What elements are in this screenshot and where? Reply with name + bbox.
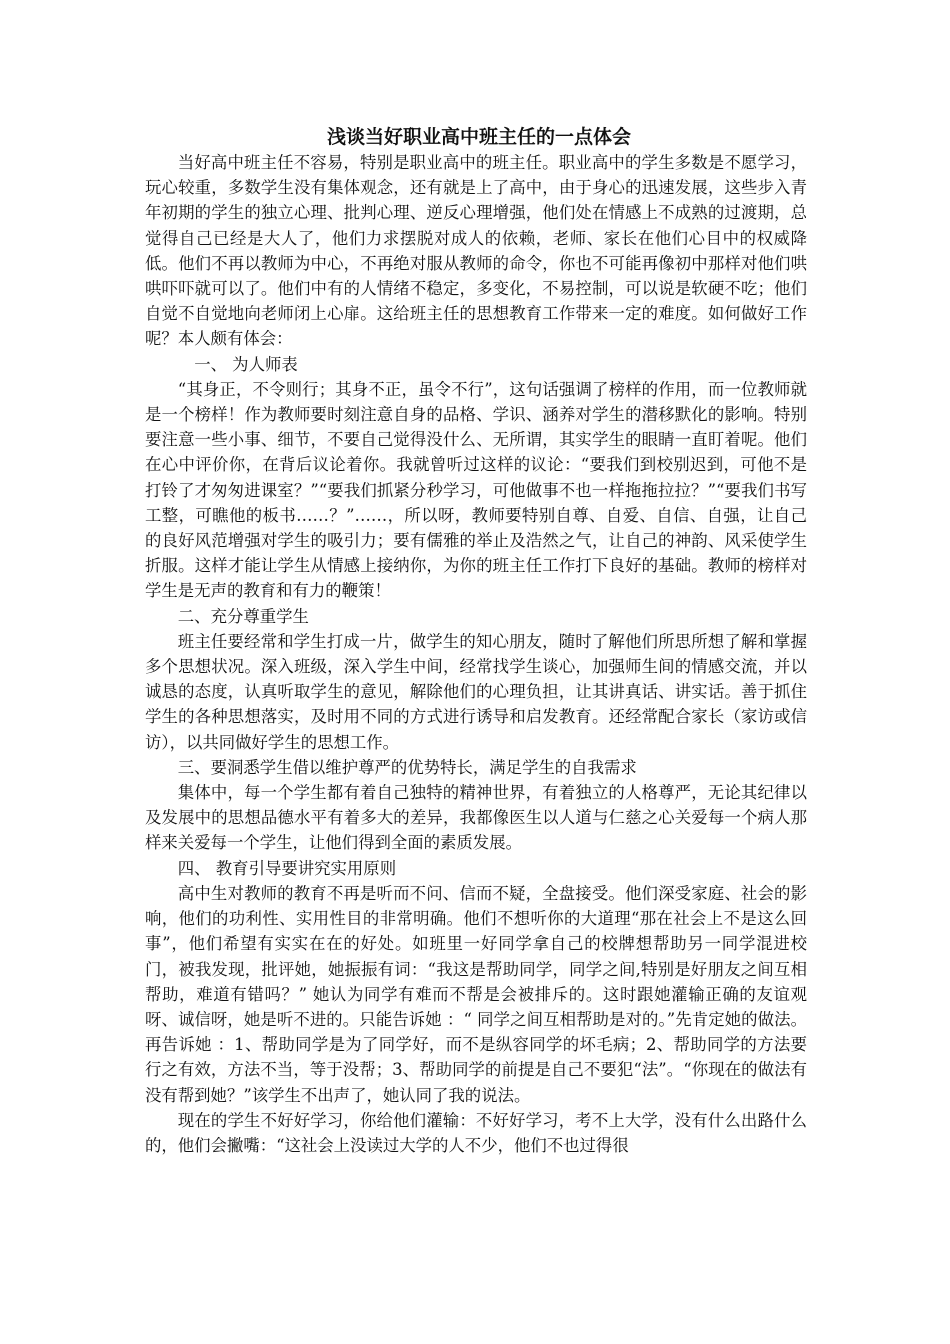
paragraph-section-4: 高中生对教师的教育不再是听而不问、信而不疑，全盘接受。他们深受家庭、社会的影响，他们的功利性、实用性目的非常明确。他们不想听你的大道理“那在社会上不是这么回事”，他们希望有实实在在的好处。如班里一好同学拿自己的校牌想帮助另一同学混进校门，被我发现，批评她，她振振有词：“我这是帮助同学，同学之间,特别是好朋友之间互相帮助，难道有错吗？” 她认为同学有难而不帮是会被排斥的。这时跟她灌输正确的友谊观呀、诚信呀，她是听不进的。只能告诉她 ：“ 同学之间互相帮助是对的。”先肯定她的做法。再告诉她 ：1、帮助同学是为了同学好，而不是纵容同学的坏毛病；2、帮助同学的方法要行之有效，方法不当，等于没帮；3、帮助同学的前提是自己不要犯“法”。“你现在的做法有没有帮到她？”该学生不出声了，她认同了我的说法。 xyxy=(145,883,807,1105)
section-heading-4: 四、 教育引导要讲究实用原则 xyxy=(177,858,397,878)
section-heading-3: 三、要洞悉学生借以维护尊严的优势特长，满足学生的自我需求 xyxy=(177,757,637,777)
paragraph-intro: 当好高中班主任不容易，特别是职业高中的班主任。职业高中的学生多数是不愿学习，玩心较重，多数学生没有集体观念，还有就是上了高中，由于身心的迅速发展，这些步入青年初期的学生的独立心理、批判心理、逆反心理增强，他们处在情感上不成熟的过渡期，总觉得自己已经是大人了，他们力求摆脱对成人的依赖，老师、家长在他们心目中的权威降低。他们不再以教师为中心，不再绝对服从教师的命令，你也不可能再像初中那样对他们哄哄吓吓就可以了。他们中有的人情绪不稳定，多变化，不易控制，可以说是软硬不吃；他们自觉不自觉地向老师闭上心扉。这给班主任的思想教育工作带来一定的难度。如何做好工作呢？本人颇有体会： xyxy=(145,153,807,349)
document-title: 浅谈当好职业高中班主任的一点体会 xyxy=(326,126,631,148)
section-heading-1: 一、 为人师表 xyxy=(194,354,298,374)
paragraph-section-3: 集体中，每一个学生都有着自己独特的精神世界，有着独立的人格尊严，无论其纪律以及发展中的思想品德水平有着多大的差异，我都像医生以人道与仁慈之心关爱每一个病人那样来关爱每一个学生，让他们得到全面的素质发展。 xyxy=(145,783,807,853)
paragraph-section-1: “其身正，不令则行；其身不正，虽令不行”，这句话强调了榜样的作用，而一位教师就是一个榜样！作为教师要时刻注意自身的品格、学识、涵养对学生的潜移默化的影响。特别要注意一些小事、细节，不要自己觉得没什么、无所谓，其实学生的眼睛一直盯着呢。他们在心中评价你，在背后议论着你。我就曾听过这样的议论：“要我们到校别迟到，可他不是打铃了才匆匆进课室？”“要我们抓紧分秒学习，可他做事不也一样拖拖拉拉？”“要我们书写工整，可瞧他的板书……？”……，所以呀，教师要特别自尊、自爱、自信、自强，让自己的良好风范增强对学生的吸引力；要有儒雅的举止及浩然之气，让自己的神韵、风采使学生折服。这样才能让学生从情感上接纳你，为你的班主任工作打下良好的基础。教师的榜样对学生是无声的教育和有力的鞭策！ xyxy=(145,379,807,601)
document-body xyxy=(145,124,807,1158)
section-heading-2: 二、充分尊重学生 xyxy=(177,606,309,626)
paragraph-section-4-continued: 现在的学生不好好学习，你给他们灌输：不好好学习，考不上大学，没有什么出路什么的，他们会撇嘴：“这社会上没读过大学的人不少，他们不也过得很 xyxy=(145,1110,807,1155)
paragraph-section-2: 班主任要经常和学生打成一片，做学生的知心朋友，随时了解他们所思所想了解和掌握多个思想状况。深入班级，深入学生中间，经常找学生谈心，加强师生间的情感交流，并以诚恳的态度，认真听取学生的意见，解除他们的心理负担，让其讲真话、讲实话。善于抓住学生的各种思想落实，及时用不同的方式进行诱导和启发教育。还经常配合家长（家访或信访），以共同做好学生的思想工作。 xyxy=(145,631,807,752)
